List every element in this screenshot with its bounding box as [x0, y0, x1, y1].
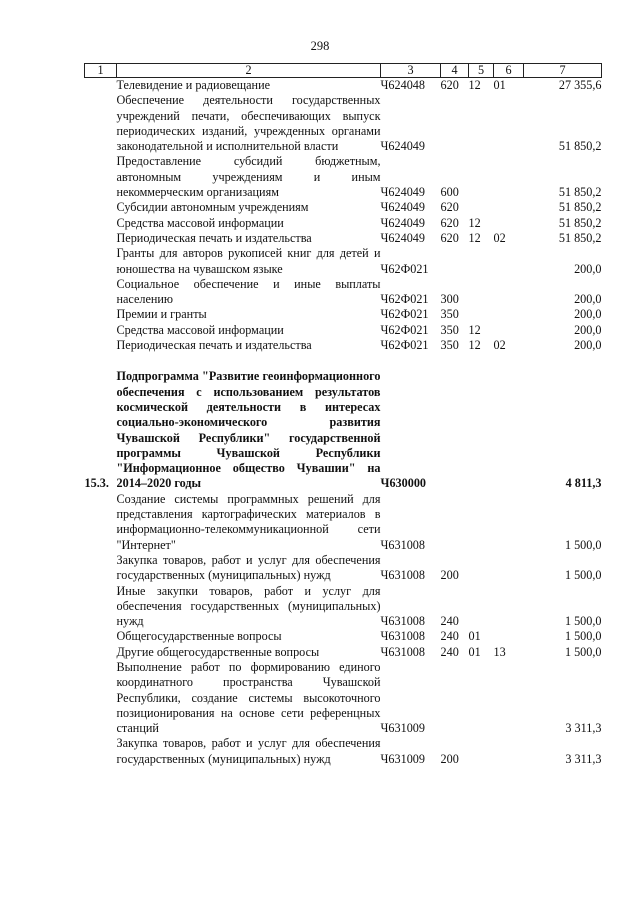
subprogram-c5 [469, 369, 494, 491]
row-target-code: Ч62Ф021 [380, 322, 429, 337]
row-expense-type: 300 [440, 292, 459, 307]
table-row [85, 338, 602, 353]
row-description: Социальное обеспечение и иные выплаты населению [116, 276, 381, 307]
table-row [85, 492, 602, 553]
row-description: Обеспечение деятельности государственных учреждений печати, обеспечивающих выпуск периодических изданий, учрежденных органами законодательной и исполнительной власти [116, 93, 381, 154]
row-section: 12 [468, 338, 481, 353]
table-row [85, 736, 602, 767]
table-row [85, 231, 602, 246]
table-row [85, 660, 602, 736]
table-row [85, 154, 602, 200]
row-subsection [494, 246, 524, 277]
row-expense-type: 620 [440, 215, 459, 230]
row-description: Гранты для авторов рукописей книг для детей и юношества на чувашском языке [116, 246, 381, 276]
row-section: 01 [468, 629, 481, 644]
row-expense-type: 240 [440, 614, 459, 629]
table-row [85, 277, 602, 308]
row-subsection [494, 93, 524, 154]
row-amount: 27 355,6 [558, 78, 602, 92]
row-description: Периодическая печать и издательства [116, 338, 312, 353]
row-section [469, 93, 494, 154]
row-expense-type [441, 660, 469, 736]
row-subsection [494, 323, 524, 338]
row-section: 12 [468, 230, 481, 245]
row-amount: 51 850,2 [558, 139, 602, 154]
row-subsection: 01 [493, 78, 506, 92]
row-amount: 1 500,0 [564, 629, 602, 644]
row-description: Премии и гранты [116, 307, 207, 322]
row-expense-type: 620 [440, 200, 459, 215]
row-amount: 51 850,2 [558, 200, 602, 215]
row-subsection [494, 660, 524, 736]
row-expense-type: 350 [440, 322, 459, 337]
row-expense-type [441, 246, 469, 277]
table-header-row [85, 64, 602, 78]
header-cell: 1 [85, 64, 117, 78]
row-number-cell [85, 645, 117, 660]
row-target-code: Ч631008 [380, 537, 425, 552]
row-subsection [494, 154, 524, 200]
subprogram-row [85, 369, 602, 491]
row-number-cell [85, 78, 117, 94]
row-section [469, 660, 494, 736]
row-number-cell [85, 93, 117, 154]
row-section [469, 154, 494, 200]
row-target-code: Ч62Ф021 [380, 261, 429, 276]
row-number-cell [85, 216, 117, 231]
row-section [469, 246, 494, 277]
row-amount: 51 850,2 [558, 185, 602, 200]
subprogram-amount: 4 811,3 [565, 476, 602, 491]
row-number-cell [85, 246, 117, 277]
row-target-code: Ч631008 [380, 568, 425, 583]
row-expense-type: 620 [440, 230, 459, 245]
table-row [85, 200, 602, 215]
row-section: 01 [468, 644, 481, 659]
header-cell: 4 [441, 64, 469, 78]
row-target-code: Ч62Ф021 [380, 292, 429, 307]
subprogram-title: Подпрограмма "Развитие геоинформационного обеспечения с использованием результатов космической деятельности в интересах социально-экономического развития Чувашской Республики" государственной программы Чувашской Республики "Информационное общество Чувашии" на 2014–2020 годы [116, 369, 381, 491]
row-description: Другие общегосударственные вопросы [116, 644, 320, 659]
row-number-cell [85, 277, 117, 308]
subprogram-number: 15.3. [84, 476, 109, 491]
row-expense-type: 240 [440, 629, 459, 644]
row-number-cell [85, 492, 117, 553]
row-target-code: Ч631009 [380, 751, 425, 766]
row-description: Закупка товаров, работ и услуг для обеспечения государственных (муниципальных) нужд [116, 736, 381, 766]
row-subsection [494, 584, 524, 630]
row-expense-type: 200 [440, 751, 459, 766]
row-expense-type [441, 492, 469, 553]
table-row [85, 584, 602, 630]
row-number-cell [85, 323, 117, 338]
row-target-code: Ч624049 [380, 215, 425, 230]
row-section [469, 277, 494, 308]
row-expense-type [441, 93, 469, 154]
row-subsection: 02 [493, 338, 506, 353]
header-cell: 3 [381, 64, 441, 78]
header-cell: 5 [469, 64, 494, 78]
row-section: 12 [468, 322, 481, 337]
header-cell: 2 [117, 64, 381, 78]
row-expense-type: 350 [440, 338, 459, 353]
table-row [85, 93, 602, 154]
row-subsection [494, 629, 524, 644]
subprogram-c6 [494, 369, 524, 491]
row-target-code: Ч62Ф021 [380, 307, 429, 322]
subprogram-code: Ч630000 [380, 476, 427, 491]
row-subsection [494, 307, 524, 322]
row-subsection [494, 200, 524, 215]
header-cell: 6 [494, 64, 524, 78]
row-description: Средства массовой информации [116, 322, 284, 337]
row-subsection [494, 277, 524, 308]
row-amount: 1 500,0 [564, 614, 602, 629]
table-row [85, 645, 602, 660]
row-number-cell [85, 307, 117, 322]
header-cell: 7 [524, 64, 602, 78]
row-amount: 51 850,2 [558, 215, 602, 230]
page-number: 298 [310, 39, 330, 53]
row-section [469, 736, 494, 767]
row-description: Телевидение и радиовещание [116, 78, 270, 92]
row-number-cell [85, 553, 117, 584]
subprogram-c4 [441, 369, 469, 491]
row-target-code: Ч631008 [380, 629, 425, 644]
row-subsection [494, 216, 524, 231]
row-description: Выполнение работ по формированию единого координатного пространства Чувашской Республики, создание системы высокоточного позиционирования на основе сети референцных станций [116, 659, 381, 736]
row-target-code: Ч624049 [380, 200, 425, 215]
row-section [469, 553, 494, 584]
row-number-cell [85, 200, 117, 215]
row-section [469, 307, 494, 322]
row-amount: 51 850,2 [558, 230, 602, 245]
row-subsection [494, 736, 524, 767]
table-row [85, 216, 602, 231]
row-number-cell [85, 231, 117, 246]
row-description: Иные закупки товаров, работ и услуг для обеспечения государственных (муниципальных) нужд [116, 583, 381, 629]
row-subsection: 02 [493, 230, 506, 245]
row-expense-type: 200 [440, 568, 459, 583]
row-number-cell [85, 584, 117, 630]
row-amount: 200,0 [574, 338, 602, 353]
row-target-code: Ч624049 [380, 139, 425, 154]
row-description: Субсидии автономным учреждениям [116, 200, 309, 215]
row-number-cell [85, 660, 117, 736]
row-amount: 200,0 [574, 261, 602, 276]
row-description: Периодическая печать и издательства [116, 230, 312, 245]
row-description: Предоставление субсидий бюджетным, автономным учреждениям и иным некоммерческим организациям [116, 154, 381, 200]
row-description: Создание системы программных решений для представления картографических материалов в информационно-телекоммуникационной сети "Интернет" [116, 491, 381, 552]
table-row [85, 629, 602, 644]
table-row [85, 307, 602, 322]
row-expense-type: 350 [440, 307, 459, 322]
row-section: 12 [468, 215, 481, 230]
row-target-code: Ч624048 [380, 78, 425, 92]
row-amount: 1 500,0 [564, 537, 602, 552]
row-amount: 200,0 [574, 307, 602, 322]
row-expense-type: 620 [440, 78, 459, 92]
row-amount: 3 311,3 [565, 721, 602, 736]
row-target-code: Ч624049 [380, 230, 425, 245]
row-subsection: 13 [493, 644, 506, 659]
row-target-code: Ч631008 [380, 614, 425, 629]
row-section [469, 200, 494, 215]
row-target-code: Ч62Ф021 [380, 338, 429, 353]
row-section [469, 584, 494, 630]
row-number-cell [85, 736, 117, 767]
row-expense-type: 240 [440, 644, 459, 659]
row-expense-type: 600 [440, 185, 459, 200]
row-amount: 1 500,0 [564, 644, 602, 659]
row-section: 12 [468, 78, 481, 92]
row-description: Закупка товаров, работ и услуг для обеспечения государственных (муниципальных) нужд [116, 552, 381, 583]
table-row [85, 78, 602, 94]
spacer-row [85, 353, 602, 369]
row-subsection [494, 492, 524, 553]
row-number-cell [85, 629, 117, 644]
row-amount: 200,0 [574, 292, 602, 307]
row-subsection [494, 553, 524, 584]
row-target-code: Ч631009 [380, 721, 425, 736]
table-row [85, 246, 602, 277]
row-description: Средства массовой информации [116, 215, 284, 230]
row-amount: 3 311,3 [565, 751, 602, 766]
row-number-cell [85, 338, 117, 353]
row-target-code: Ч624049 [380, 185, 425, 200]
table-row [85, 553, 602, 584]
table-row [85, 323, 602, 338]
row-description: Общегосударственные вопросы [116, 629, 282, 644]
row-amount: 1 500,0 [564, 568, 602, 583]
row-section [469, 492, 494, 553]
row-number-cell [85, 154, 117, 200]
row-target-code: Ч631008 [380, 644, 425, 659]
budget-table [84, 63, 602, 767]
row-amount: 200,0 [574, 322, 602, 337]
